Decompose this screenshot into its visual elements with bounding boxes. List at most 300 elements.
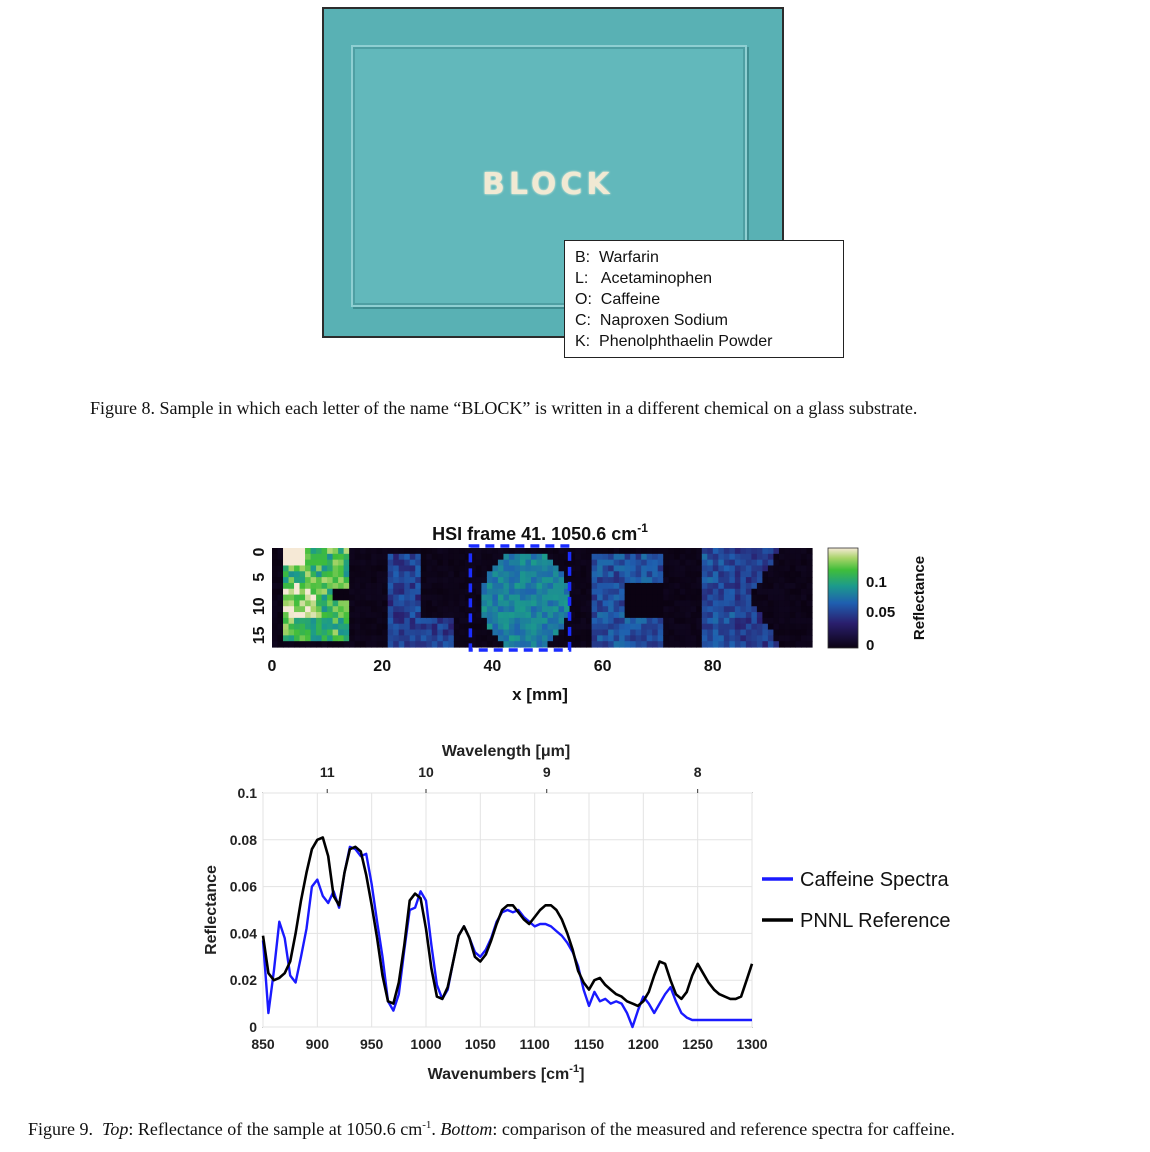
heatmap-cell: [630, 560, 636, 566]
heatmap-cell: [520, 589, 526, 595]
heatmap-cell: [404, 600, 410, 606]
heatmap-cell: [663, 600, 669, 606]
heatmap-cell: [768, 612, 774, 618]
heatmap-cell: [487, 548, 493, 554]
heatmap-cell: [707, 612, 713, 618]
heatmap-cell: [746, 624, 752, 630]
heatmap-cell: [652, 600, 658, 606]
heatmap-cell: [349, 606, 355, 612]
heatmap-cell: [459, 624, 465, 630]
heatmap-cell: [773, 565, 779, 571]
heatmap-cell: [311, 630, 317, 636]
heatmap-cell: [768, 554, 774, 560]
heatmap-cell: [663, 606, 669, 612]
heatmap-cell: [614, 560, 620, 566]
heatmap-cell: [371, 548, 377, 554]
heatmap-cell: [487, 583, 493, 589]
heatmap-cell: [289, 618, 295, 624]
heatmap-cell: [476, 600, 482, 606]
heatmap-cell: [300, 618, 306, 624]
heatmap-cell: [603, 600, 609, 606]
heatmap-cell: [597, 571, 603, 577]
heatmap-cell: [658, 554, 664, 560]
heatmap-cell: [685, 571, 691, 577]
heatmap-cell: [768, 630, 774, 636]
x-tick-label: 850: [251, 1036, 275, 1052]
heatmap-cell: [305, 560, 311, 566]
heatmap-cell: [393, 583, 399, 589]
heatmap-cell: [757, 595, 763, 601]
heatmap-cell: [806, 595, 812, 601]
heatmap-cell: [454, 606, 460, 612]
heatmap-cell: [773, 624, 779, 630]
heatmap-cell: [283, 560, 289, 566]
heatmap-cell: [410, 571, 416, 577]
heatmap-cell: [333, 624, 339, 630]
heatmap-cell: [641, 624, 647, 630]
heatmap-cell: [388, 589, 394, 595]
heatmap-cell: [691, 618, 697, 624]
heatmap-cell: [300, 630, 306, 636]
heatmap-cell: [399, 589, 405, 595]
heatmap-cell: [674, 612, 680, 618]
heatmap-cell: [784, 583, 790, 589]
heatmap-cell: [410, 589, 416, 595]
heatmap-cell: [592, 583, 598, 589]
heatmap-cell: [685, 560, 691, 566]
heatmap-cell: [487, 560, 493, 566]
heatmap-cell: [388, 624, 394, 630]
heatmap-cell: [680, 548, 686, 554]
heatmap-cell: [647, 583, 653, 589]
heatmap-cell: [592, 624, 598, 630]
heatmap-cell: [559, 600, 565, 606]
heatmap-cell: [559, 548, 565, 554]
heatmap-cell: [421, 554, 427, 560]
heatmap-cell: [779, 571, 785, 577]
heatmap-cell: [525, 612, 531, 618]
heatmap-cell: [696, 554, 702, 560]
heatmap-cell: [481, 600, 487, 606]
heatmap-cell: [443, 571, 449, 577]
heatmap-cell: [647, 624, 653, 630]
figure-8-caption: Figure 8. Sample in which each letter of the name “BLOCK” is written in a different chemical on a glass substrate.: [90, 398, 918, 418]
heatmap-cell: [437, 565, 443, 571]
heatmap-cell: [421, 612, 427, 618]
heatmap-cell: [498, 635, 504, 641]
heatmap-cell: [762, 624, 768, 630]
heatmap-cell: [476, 554, 482, 560]
heatmap-cell: [443, 595, 449, 601]
heatmap-cell: [773, 595, 779, 601]
heatmap-cell: [278, 571, 284, 577]
heatmap-cell: [581, 583, 587, 589]
heatmap-cell: [388, 595, 394, 601]
heatmap-cell: [415, 635, 421, 641]
heatmap-cell: [713, 630, 719, 636]
heatmap-cell: [432, 606, 438, 612]
heatmap-cell: [636, 630, 642, 636]
heatmap-cell: [305, 548, 311, 554]
heatmap-cell: [327, 560, 333, 566]
heatmap-cell: [784, 595, 790, 601]
heatmap-cell: [355, 589, 361, 595]
heatmap-cell: [636, 577, 642, 583]
y-tick-label: 0.06: [229, 878, 257, 895]
heatmap-cell: [371, 635, 377, 641]
block-letters: BLOCK: [482, 167, 614, 202]
heatmap-cell: [382, 624, 388, 630]
heatmap-cell: [636, 571, 642, 577]
heatmap-cell: [481, 583, 487, 589]
heatmap-cell: [790, 595, 796, 601]
heatmap-cell: [636, 565, 642, 571]
heatmap-cell: [344, 577, 350, 583]
heatmap-cell: [443, 618, 449, 624]
heatmap-cell: [393, 595, 399, 601]
heatmap-cell: [762, 577, 768, 583]
heatmap-cell: [360, 641, 366, 647]
heatmap-cell: [652, 583, 658, 589]
heatmap-cell: [548, 612, 554, 618]
heatmap-cell: [696, 565, 702, 571]
heatmap-cell: [437, 606, 443, 612]
heatmap-cell: [509, 618, 515, 624]
heatmap-cell: [724, 641, 730, 647]
heatmap-cell: [691, 560, 697, 566]
heatmap-cell: [311, 548, 317, 554]
heatmap-cell: [636, 606, 642, 612]
heatmap-cell: [371, 560, 377, 566]
heatmap-cell: [481, 612, 487, 618]
heatmap-cell: [294, 577, 300, 583]
heatmap-cell: [316, 571, 322, 577]
heatmap-cell: [790, 583, 796, 589]
heatmap-cell: [669, 595, 675, 601]
heatmap-cell: [311, 635, 317, 641]
heatmap-cell: [514, 635, 520, 641]
heatmap-cell: [388, 560, 394, 566]
heatmap-cell: [421, 548, 427, 554]
heatmap-cell: [674, 635, 680, 641]
heatmap-cell: [663, 571, 669, 577]
heatmap-cell: [751, 600, 757, 606]
heatmap-cell: [404, 635, 410, 641]
legend-entry-b: B: Warfarin: [575, 249, 659, 266]
heatmap-cell: [718, 635, 724, 641]
heatmap-cell: [338, 589, 344, 595]
heatmap-cell: [625, 600, 631, 606]
heatmap-cell: [410, 565, 416, 571]
heatmap-cell: [289, 595, 295, 601]
figure-9-caption: Figure 9. Top: Reflectance of the sample at 1050.6 $cm^{-1}$. Bottom: comparison of the measured and reference spectra for caffeine.: [28, 1119, 955, 1139]
heatmap-cell: [542, 630, 548, 636]
heatmap-cell: [305, 624, 311, 630]
heatmap-cell: [636, 618, 642, 624]
heatmap-cell: [713, 560, 719, 566]
heatmap-cell: [680, 635, 686, 641]
heatmap-cell: [691, 554, 697, 560]
heatmap-cell: [393, 565, 399, 571]
heatmap-cell: [531, 583, 537, 589]
heatmap-cell: [559, 635, 565, 641]
heatmap-cell: [592, 606, 598, 612]
heatmap-cell: [278, 612, 284, 618]
heatmap-cell: [536, 612, 542, 618]
heatmap-cell: [718, 548, 724, 554]
heatmap-cell: [773, 641, 779, 647]
heatmap-cell: [338, 583, 344, 589]
heatmap-cell: [608, 589, 614, 595]
heatmap-cell: [790, 635, 796, 641]
heatmap-cell: [421, 571, 427, 577]
heatmap-cell: [338, 554, 344, 560]
heatmap-cell: [382, 606, 388, 612]
heatmap-cell: [426, 583, 432, 589]
heatmap-cell: [377, 595, 383, 601]
heatmap-cell: [283, 577, 289, 583]
heatmap-cell: [393, 571, 399, 577]
heatmap-cell: [762, 606, 768, 612]
heatmap-cell: [779, 612, 785, 618]
heatmap-cell: [300, 577, 306, 583]
heatmap-cell: [520, 565, 526, 571]
heatmap-cell: [592, 630, 598, 636]
heatmap-cell: [531, 612, 537, 618]
heatmap-cell: [415, 554, 421, 560]
heatmap-cell: [454, 600, 460, 606]
heatmap-cell: [503, 595, 509, 601]
heatmap-cell: [757, 554, 763, 560]
heatmap-cell: [735, 624, 741, 630]
heatmap-cell: [553, 595, 559, 601]
heatmap-cell: [443, 624, 449, 630]
heatmap-cell: [702, 600, 708, 606]
heatmap-cell: [311, 606, 317, 612]
heatmap-cell: [514, 589, 520, 595]
heatmap-cell: [597, 565, 603, 571]
heatmap-cell: [525, 571, 531, 577]
heatmap-cell: [525, 565, 531, 571]
y-tick-label: 0.1: [237, 785, 257, 801]
heatmap-cell: [773, 560, 779, 566]
heatmap-cell: [614, 606, 620, 612]
heatmap-cell: [636, 595, 642, 601]
heatmap-cell: [377, 600, 383, 606]
heatmap-cell: [581, 618, 587, 624]
heatmap-cell: [305, 600, 311, 606]
heatmap-cell: [415, 606, 421, 612]
heatmap-cell: [283, 583, 289, 589]
heatmap-cell: [729, 595, 735, 601]
heatmap-cell: [333, 641, 339, 647]
heatmap-cell: [355, 624, 361, 630]
heatmap-cell: [382, 612, 388, 618]
heatmap-cell: [575, 589, 581, 595]
heatmap-cell: [724, 600, 730, 606]
heatmap-cell: [327, 606, 333, 612]
heatmap-cell: [680, 595, 686, 601]
heatmap-cell: [586, 624, 592, 630]
heatmap-y-tick: 15: [251, 626, 268, 645]
heatmap-cell: [503, 618, 509, 624]
heatmap-cell: [713, 589, 719, 595]
heatmap-cell: [448, 595, 454, 601]
heatmap-cell: [360, 554, 366, 560]
heatmap-cell: [784, 606, 790, 612]
heatmap-cell: [344, 630, 350, 636]
heatmap-cell: [630, 565, 636, 571]
heatmap-cell: [399, 548, 405, 554]
heatmap-image: [272, 548, 813, 648]
heatmap-cell: [636, 583, 642, 589]
heatmap-cell: [514, 630, 520, 636]
heatmap-cell: [658, 635, 664, 641]
heatmap-cell: [459, 548, 465, 554]
heatmap-cell: [740, 589, 746, 595]
heatmap-cell: [658, 624, 664, 630]
heatmap-cell: [702, 618, 708, 624]
heatmap-cell: [536, 595, 542, 601]
heatmap-cell: [707, 583, 713, 589]
heatmap-cell: [762, 560, 768, 566]
heatmap-cell: [410, 630, 416, 636]
heatmap-cell: [393, 600, 399, 606]
heatmap-cell: [685, 624, 691, 630]
heatmap-cell: [404, 565, 410, 571]
heatmap-cell: [509, 630, 515, 636]
heatmap-cell: [735, 577, 741, 583]
heatmap-cell: [349, 618, 355, 624]
heatmap-cell: [757, 618, 763, 624]
heatmap-cell: [294, 600, 300, 606]
heatmap-cell: [404, 641, 410, 647]
heatmap-cell: [647, 560, 653, 566]
heatmap-cell: [548, 618, 554, 624]
heatmap-cell: [404, 630, 410, 636]
heatmap-cell: [525, 600, 531, 606]
heatmap-cell: [729, 630, 735, 636]
heatmap-cell: [663, 624, 669, 630]
heatmap-cell: [333, 583, 339, 589]
heatmap-cell: [636, 624, 642, 630]
heatmap-cell: [536, 571, 542, 577]
heatmap-cell: [652, 624, 658, 630]
heatmap-cell: [581, 600, 587, 606]
heatmap-cell: [371, 554, 377, 560]
heatmap-cell: [410, 606, 416, 612]
heatmap-cell: [614, 577, 620, 583]
heatmap-cell: [536, 589, 542, 595]
heatmap-cell: [311, 595, 317, 601]
heatmap-cell: [415, 595, 421, 601]
heatmap-cell: [630, 612, 636, 618]
heatmap-cell: [652, 565, 658, 571]
x-tick-label: 1250: [682, 1036, 714, 1052]
heatmap-cell: [691, 565, 697, 571]
heatmap-cell: [371, 583, 377, 589]
heatmap-cell: [663, 635, 669, 641]
heatmap-cell: [333, 589, 339, 595]
heatmap-cell: [415, 571, 421, 577]
heatmap-cell: [641, 571, 647, 577]
heatmap-cell: [382, 577, 388, 583]
heatmap-cell: [289, 571, 295, 577]
heatmap-cell: [614, 565, 620, 571]
heatmap-cell: [503, 606, 509, 612]
heatmap-cell: [652, 630, 658, 636]
heatmap-cell: [531, 641, 537, 647]
heatmap-cell: [641, 618, 647, 624]
heatmap-cell: [603, 641, 609, 647]
heatmap-cell: [426, 641, 432, 647]
heatmap-cell: [685, 554, 691, 560]
heatmap-cell: [410, 641, 416, 647]
heatmap-cell: [724, 554, 730, 560]
heatmap-cell: [608, 641, 614, 647]
heatmap-cell: [503, 577, 509, 583]
heatmap-cell: [448, 641, 454, 647]
heatmap-cell: [586, 577, 592, 583]
heatmap-cell: [311, 612, 317, 618]
heatmap-cell: [707, 571, 713, 577]
heatmap-cell: [729, 583, 735, 589]
heatmap-cell: [559, 606, 565, 612]
heatmap-cell: [366, 600, 372, 606]
heatmap-cell: [316, 630, 322, 636]
heatmap-cell: [625, 565, 631, 571]
heatmap-cell: [806, 548, 812, 554]
heatmap-cell: [459, 635, 465, 641]
heatmap-cell: [625, 606, 631, 612]
heatmap-cell: [536, 583, 542, 589]
heatmap-cell: [382, 571, 388, 577]
heatmap-cell: [570, 606, 576, 612]
heatmap-cell: [740, 565, 746, 571]
heatmap-cell: [437, 600, 443, 606]
heatmap-cell: [740, 554, 746, 560]
heatmap-cell: [779, 630, 785, 636]
heatmap-cell: [685, 606, 691, 612]
heatmap-cell: [674, 630, 680, 636]
heatmap-cell: [311, 565, 317, 571]
heatmap-cell: [388, 554, 394, 560]
heatmap-cell: [322, 554, 328, 560]
heatmap-cell: [718, 606, 724, 612]
heatmap-cell: [294, 595, 300, 601]
heatmap-cell: [685, 618, 691, 624]
heatmap-cell: [426, 595, 432, 601]
heatmap-cell: [641, 577, 647, 583]
heatmap-cell: [498, 560, 504, 566]
heatmap-cell: [729, 548, 735, 554]
heatmap-cell: [652, 577, 658, 583]
heatmap-cell: [795, 624, 801, 630]
heatmap-cell: [647, 641, 653, 647]
heatmap-cell: [426, 560, 432, 566]
heatmap-cell: [718, 589, 724, 595]
heatmap-cell: [426, 630, 432, 636]
heatmap-cell: [597, 606, 603, 612]
heatmap-cell: [520, 606, 526, 612]
heatmap-cell: [553, 606, 559, 612]
heatmap-cell: [795, 560, 801, 566]
heatmap-cell: [740, 618, 746, 624]
heatmap-cell: [503, 560, 509, 566]
heatmap-cell: [525, 630, 531, 636]
heatmap-cell: [355, 635, 361, 641]
heatmap-cell: [751, 630, 757, 636]
